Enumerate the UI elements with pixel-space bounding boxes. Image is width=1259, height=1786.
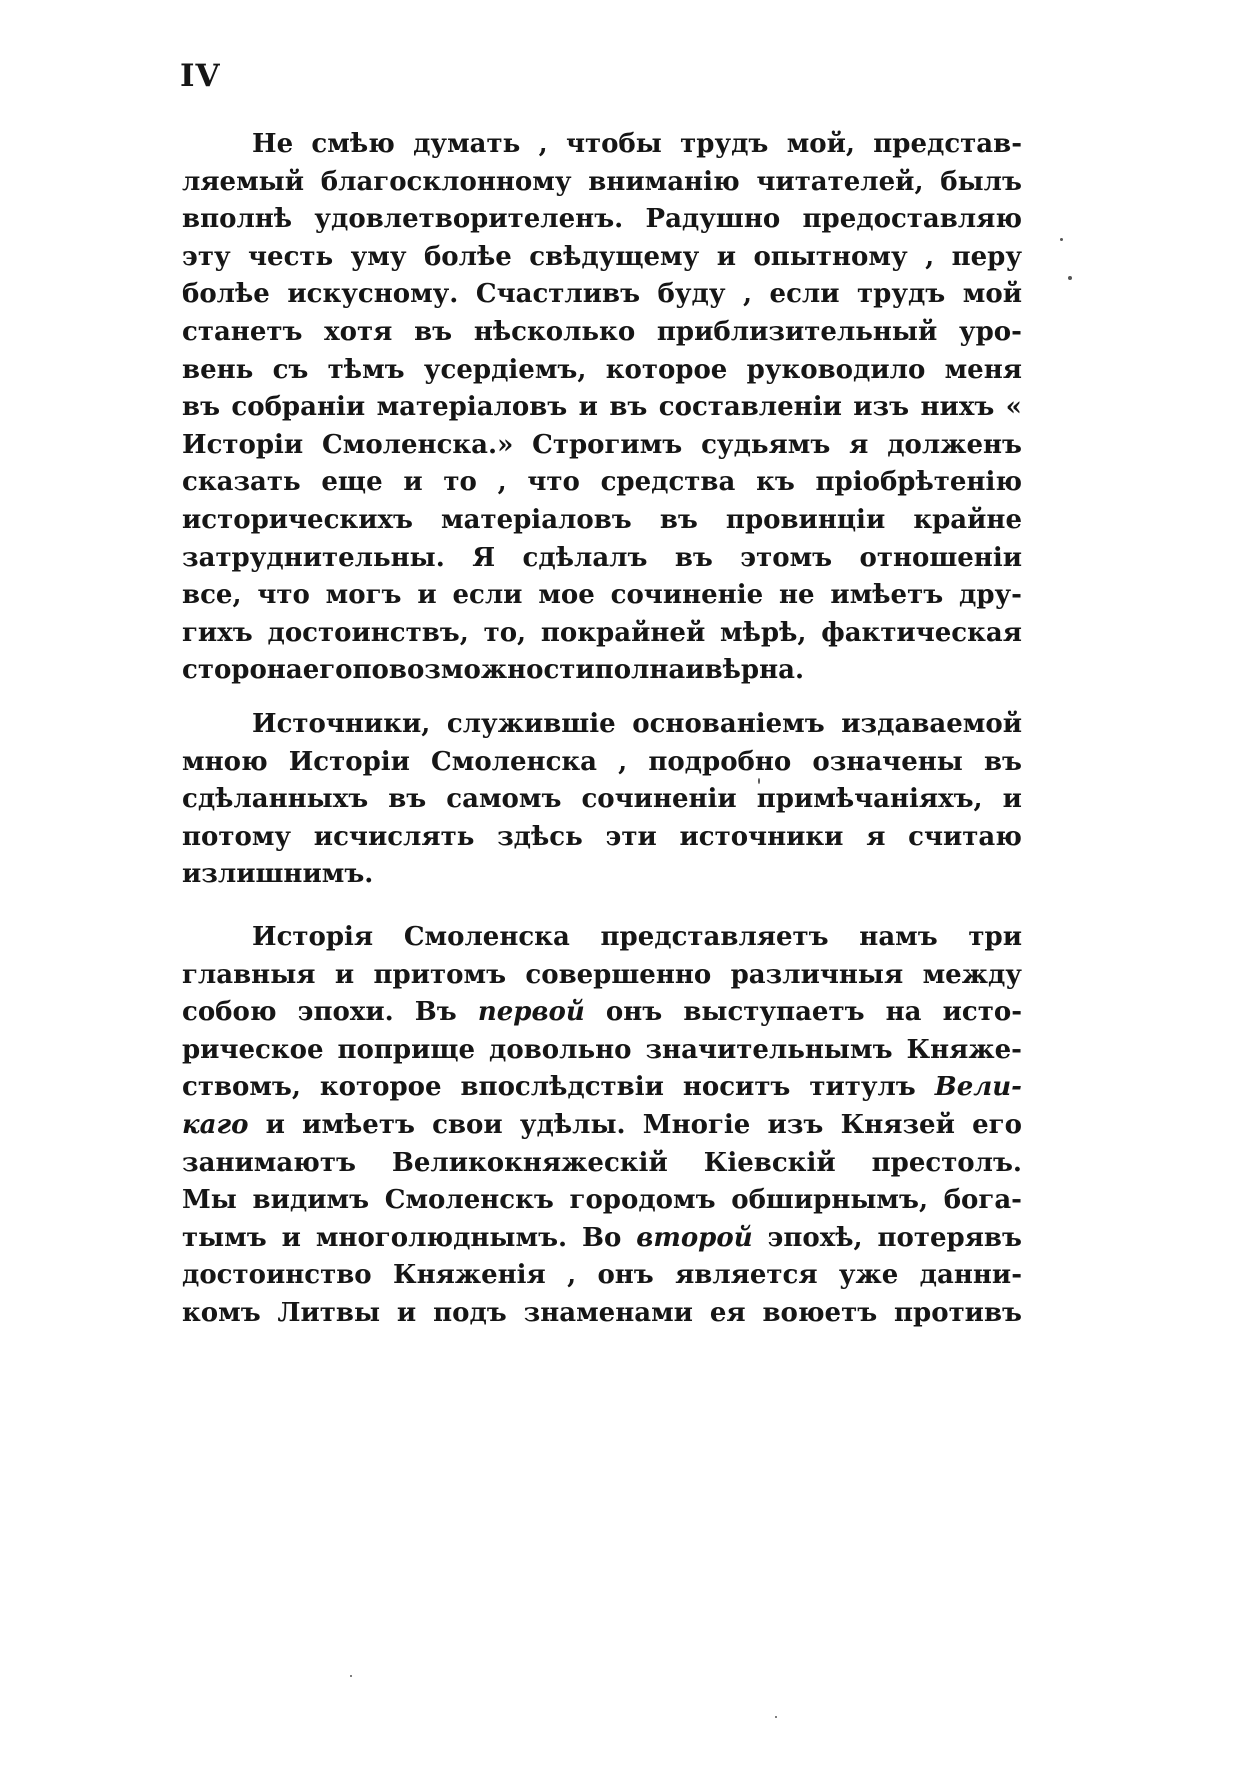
text-line: сдѣланныхъ въ самомъ сочиненіи примѣчаніяхъ, и	[182, 784, 1022, 815]
text-line: Исторія Смоленска представляетъ намъ три	[252, 922, 1022, 952]
text-line: вень съ тѣмъ усердіемъ, которое руководило меня	[182, 354, 1022, 385]
text-line: излишнимъ.	[182, 859, 374, 890]
scan-speck	[1060, 238, 1063, 241]
text-line: сказать еще и то , что средства къ пріобрѣтенію	[182, 467, 1022, 498]
scan-speck	[1068, 276, 1072, 280]
text-line: все, что могъ и если мое сочиненіе не имѣетъ дру-	[182, 580, 1022, 611]
text-line: занимаютъ Великокняжескій Кіевскій престолъ.	[182, 1147, 1022, 1178]
text-line: Мы видимъ Смоленскъ городомъ обширнымъ, бога-	[182, 1185, 1022, 1216]
page-number: IV	[180, 58, 221, 94]
text-line: мною Исторіи Смоленска , подробно означены въ	[182, 746, 1022, 777]
text-line: ствомъ, которое впослѣдствіи носитъ титулъ Вели-	[182, 1072, 1022, 1103]
text-line: собою эпохи. Въ первой онъ выступаетъ на исто-	[182, 997, 1022, 1028]
text-line: станетъ хотя въ нѣсколько приблизительный уро-	[182, 317, 1022, 347]
text-line: историческихъ матеріаловъ въ провинціи крайне	[182, 505, 1022, 535]
text-line: затруднительны. Я сдѣлалъ въ этомъ отношеніи	[182, 542, 1022, 573]
text-line: болѣе искусному. Счастливъ буду , если трудъ мой	[182, 279, 1022, 310]
text-line: Источники, служившіе основаніемъ издаваемой	[252, 709, 1022, 739]
scan-speck	[758, 778, 760, 784]
text-line: потому исчислять здѣсь эти источники я считаю	[182, 821, 1022, 852]
text-line: каго и имѣетъ свои удѣлы. Многіе изъ Князей его	[182, 1110, 1022, 1140]
text-line: эту честь уму болѣе свѣдущему и опытному , перу	[182, 241, 1022, 272]
text-line: рическое поприще довольно значительнымъ Княже-	[182, 1034, 1022, 1065]
text-line: Не смѣю думать , чтобы трудъ мой, представ-	[252, 129, 1022, 159]
text-line: сторона его по возможности полна и вѣрна.	[182, 655, 805, 686]
text-line: главныя и притомъ совершенно различныя между	[182, 959, 1022, 990]
text-line: ляемый благосклонному вниманію читателей, былъ	[182, 166, 1022, 197]
text-line: тымъ и многолюднымъ. Во второй эпохѣ, потерявъ	[182, 1222, 1022, 1253]
scan-speck	[775, 1716, 777, 1718]
text-line: гихъ достоинствъ, то, покрайней мѣрѣ, фактическая	[182, 617, 1022, 648]
text-line: достоинство Княженія , онъ является уже данни-	[182, 1260, 1022, 1291]
text-line: въ собраніи матеріаловъ и въ составленіи изъ нихъ «	[182, 392, 1022, 423]
scan-speck	[350, 1675, 352, 1677]
text-line: комъ Литвы и подъ знаменами ея воюетъ противъ	[182, 1298, 1022, 1328]
text-line: вполнѣ удовлетворителенъ. Радушно предоставляю	[182, 204, 1022, 235]
text-line: Исторіи Смоленска.» Строгимъ судьямъ я долженъ	[182, 429, 1022, 460]
